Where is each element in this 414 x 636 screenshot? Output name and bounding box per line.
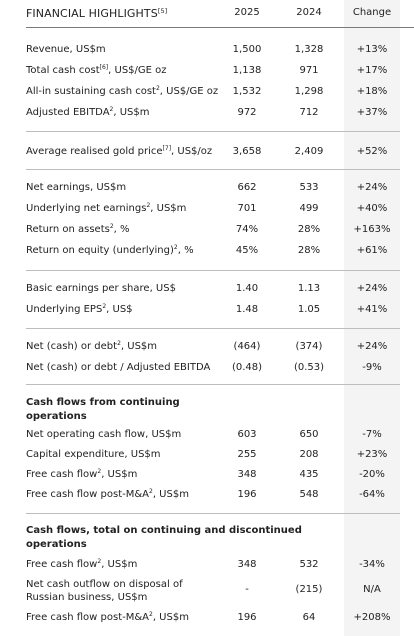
row-label-text: Free cash flow post-M&A bbox=[26, 489, 149, 500]
value-2025: 1.40 bbox=[235, 283, 259, 294]
value-change: +37% bbox=[356, 107, 388, 118]
value-2025: 45% bbox=[235, 245, 259, 256]
table-row-free-cash-flow bbox=[0, 469, 414, 483]
section-divider bbox=[26, 513, 400, 514]
value-2024: 208 bbox=[299, 449, 319, 460]
table-row-capex bbox=[0, 449, 414, 463]
row-label-sup: 2 bbox=[109, 106, 114, 113]
row-label-tail: , US$m bbox=[150, 203, 187, 214]
value-change: +208% bbox=[353, 612, 391, 623]
table-row-basic-eps bbox=[0, 283, 414, 297]
row-label-text: All-in sustaining cash cost bbox=[26, 86, 156, 97]
value-change: +17% bbox=[356, 65, 388, 76]
row-label-text: Free cash flow bbox=[26, 469, 98, 480]
table-row-underlying-net-earnings bbox=[0, 203, 414, 217]
table-row-return-on-assets bbox=[0, 224, 414, 238]
value-2024: 499 bbox=[299, 203, 319, 214]
section-divider bbox=[26, 328, 400, 329]
value-2025: 701 bbox=[237, 203, 257, 214]
value-2025: - bbox=[245, 584, 249, 595]
value-change: +163% bbox=[353, 224, 391, 235]
table-row-free-cash-flow-post-ma-total bbox=[0, 612, 414, 626]
row-label-text: Average realised gold price bbox=[26, 146, 163, 157]
row-label-sup: 2 bbox=[117, 340, 121, 347]
value-2025: (464) bbox=[233, 341, 261, 352]
section-heading-line: Cash flows, total on continuing and discontinued bbox=[26, 525, 302, 536]
row-label-line: Russian business, US$m bbox=[26, 592, 148, 603]
row-label: Net earnings, US$m bbox=[26, 182, 127, 193]
value-2025: 348 bbox=[237, 559, 257, 570]
row-label bbox=[26, 146, 212, 157]
row-label: Basic earnings per share, US$ bbox=[26, 283, 176, 294]
table-row-net-debt-ebitda bbox=[0, 362, 414, 376]
row-label-tail: , US$/oz bbox=[171, 146, 213, 157]
table-row-underlying-eps bbox=[0, 304, 414, 318]
row-label-sup: 2 bbox=[97, 558, 102, 565]
value-2024: (215) bbox=[295, 584, 323, 595]
value-2024: 548 bbox=[299, 489, 319, 500]
header-change: Change bbox=[352, 7, 392, 18]
row-label-tail: , US$m bbox=[101, 559, 138, 570]
value-2024: 1.13 bbox=[297, 283, 321, 294]
header-2025: 2025 bbox=[234, 7, 260, 18]
value-2024: 28% bbox=[297, 224, 321, 235]
value-change: -7% bbox=[362, 429, 382, 440]
value-2025: 972 bbox=[237, 107, 257, 118]
row-label-text: Total cash cost bbox=[26, 65, 100, 76]
row-label-tail: , US$m bbox=[152, 489, 189, 500]
header-2024: 2024 bbox=[296, 7, 322, 18]
table-title-text: FINANCIAL HIGHLIGHTS bbox=[26, 7, 158, 20]
value-2025: 662 bbox=[237, 182, 257, 193]
row-label-tail: , US$m bbox=[120, 341, 158, 352]
row-label bbox=[26, 489, 189, 500]
section-heading-total bbox=[26, 524, 302, 552]
table-row-free-cash-flow-post-ma bbox=[0, 489, 414, 503]
value-2024: 28% bbox=[297, 245, 321, 256]
value-change: +13% bbox=[356, 44, 388, 55]
value-2025: (0.48) bbox=[231, 362, 263, 373]
value-2024: (374) bbox=[295, 341, 323, 352]
value-change: +24% bbox=[356, 341, 388, 352]
value-change: +61% bbox=[356, 245, 388, 256]
section-divider bbox=[26, 131, 400, 132]
table-row-free-cash-flow-total bbox=[0, 559, 414, 573]
row-label bbox=[26, 612, 189, 623]
row-label-sup: 2 bbox=[173, 244, 178, 251]
value-change: -34% bbox=[359, 559, 385, 570]
value-2024: 712 bbox=[299, 107, 319, 118]
row-label-sup: 2 bbox=[97, 468, 102, 475]
value-2025: 74% bbox=[235, 224, 259, 235]
value-change: N/A bbox=[363, 584, 381, 595]
table-row-net-debt bbox=[0, 341, 414, 355]
value-2024: (0.53) bbox=[293, 362, 325, 373]
value-2024: 1,298 bbox=[294, 86, 324, 97]
row-label-tail: , US$m bbox=[101, 469, 138, 480]
value-2025: 348 bbox=[237, 469, 257, 480]
row-label bbox=[26, 65, 167, 76]
table-title bbox=[26, 7, 167, 20]
table-row-aisc bbox=[0, 86, 414, 100]
value-2024: 1.05 bbox=[297, 304, 321, 315]
section-divider bbox=[26, 169, 400, 170]
row-label-sup: 2 bbox=[109, 223, 114, 230]
row-label: Net operating cash flow, US$m bbox=[26, 429, 182, 440]
row-label-tail: , US$m bbox=[152, 612, 189, 623]
row-label-sup: 2 bbox=[102, 303, 107, 310]
row-label-text: Underlying EPS bbox=[26, 304, 103, 315]
row-label bbox=[26, 469, 137, 480]
table-row-avg-gold-price bbox=[0, 146, 414, 160]
row-label-tail: , US$ bbox=[106, 304, 133, 315]
value-2025: 196 bbox=[237, 489, 257, 500]
value-2025: 196 bbox=[237, 612, 257, 623]
row-label-text: Underlying net earnings bbox=[26, 203, 147, 214]
value-change: -20% bbox=[359, 469, 385, 480]
row-label bbox=[26, 107, 150, 118]
row-label-text: Free cash flow post-M&A bbox=[26, 612, 149, 623]
row-label bbox=[26, 86, 218, 97]
table-row-revenue bbox=[0, 44, 414, 58]
row-label bbox=[26, 245, 194, 256]
row-label-line: Net cash outflow on disposal of bbox=[26, 579, 183, 590]
row-label-text: Return on equity (underlying) bbox=[26, 245, 174, 256]
header-rule bbox=[26, 27, 414, 28]
value-2025: 603 bbox=[237, 429, 257, 440]
value-change: +24% bbox=[356, 182, 388, 193]
row-label-tail: , US$m bbox=[113, 107, 150, 118]
table-header bbox=[0, 0, 414, 30]
row-label bbox=[26, 559, 137, 570]
value-2025: 255 bbox=[237, 449, 257, 460]
table-row-adjusted-ebitda bbox=[0, 107, 414, 121]
section-heading-line: Cash flows from continuing bbox=[26, 397, 180, 408]
section-divider bbox=[26, 270, 400, 271]
row-label bbox=[26, 203, 186, 214]
row-label-tail: , US$/GE oz bbox=[108, 65, 167, 76]
section-heading-line: operations bbox=[26, 539, 87, 550]
row-label-text: Adjusted EBITDA bbox=[26, 107, 110, 118]
row-label-sup: 2 bbox=[149, 488, 153, 495]
value-2025: 1.48 bbox=[235, 304, 259, 315]
value-2025: 1,532 bbox=[232, 86, 262, 97]
table-row-return-on-equity bbox=[0, 245, 414, 259]
value-change: -9% bbox=[362, 362, 382, 373]
row-label: Net (cash) or debt / Adjusted EBITDA bbox=[26, 362, 211, 373]
table-row-russian-disposal bbox=[0, 584, 414, 598]
row-label-sup: 2 bbox=[149, 611, 153, 618]
section-heading-continuing bbox=[26, 396, 180, 424]
row-label-sup: 2 bbox=[155, 85, 160, 92]
value-2024: 650 bbox=[299, 429, 319, 440]
table-title-note: [5] bbox=[157, 7, 168, 15]
value-change: +24% bbox=[356, 283, 388, 294]
row-label-tail: , % bbox=[113, 224, 130, 235]
value-2024: 2,409 bbox=[294, 146, 324, 157]
value-change: +52% bbox=[356, 146, 388, 157]
value-change: +40% bbox=[356, 203, 388, 214]
row-label-tail: , US$/GE oz bbox=[159, 86, 219, 97]
row-label bbox=[26, 224, 130, 235]
value-2024: 533 bbox=[299, 182, 319, 193]
value-2024: 971 bbox=[299, 65, 319, 76]
row-label bbox=[26, 304, 133, 315]
row-label-text: Net (cash) or debt bbox=[26, 341, 118, 352]
value-change: +18% bbox=[356, 86, 388, 97]
value-change: +41% bbox=[356, 304, 388, 315]
value-2024: 435 bbox=[299, 469, 319, 480]
row-label: Capital expenditure, US$m bbox=[26, 449, 161, 460]
value-change: +23% bbox=[356, 449, 388, 460]
table-row-total-cash-cost bbox=[0, 65, 414, 79]
row-label bbox=[26, 341, 157, 352]
row-label-sup: 2 bbox=[146, 202, 151, 209]
value-2025: 3,658 bbox=[232, 146, 262, 157]
value-2024: 1,328 bbox=[294, 44, 324, 55]
value-2025: 1,138 bbox=[232, 65, 262, 76]
row-label-sup: [6] bbox=[99, 64, 109, 71]
table-row-operating-cash-flow bbox=[0, 429, 414, 443]
section-divider bbox=[26, 384, 400, 385]
row-label-tail: , % bbox=[177, 245, 194, 256]
row-label-text: Return on assets bbox=[26, 224, 110, 235]
value-2024: 532 bbox=[299, 559, 319, 570]
row-label-text: Free cash flow bbox=[26, 559, 98, 570]
value-2024: 64 bbox=[302, 612, 316, 623]
row-label-sup: [7] bbox=[162, 145, 172, 152]
row-label: Revenue, US$m bbox=[26, 44, 106, 55]
value-2025: 1,500 bbox=[232, 44, 262, 55]
section-heading-line: operations bbox=[26, 411, 87, 422]
table-row-net-earnings bbox=[0, 182, 414, 196]
value-change: -64% bbox=[359, 489, 385, 500]
